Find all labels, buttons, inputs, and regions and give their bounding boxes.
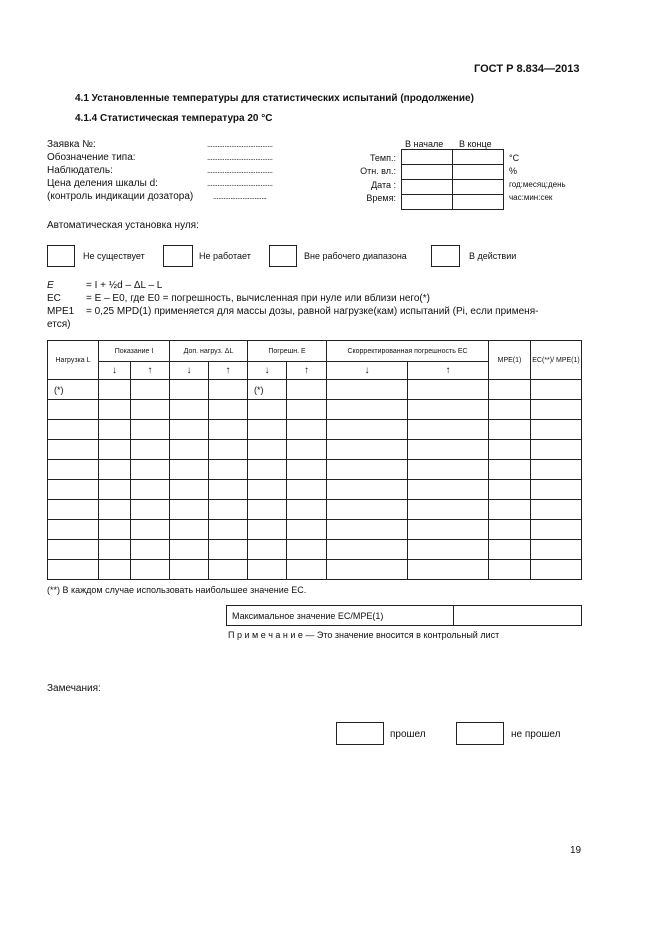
field-label-type: Обозначение типа: xyxy=(47,152,136,163)
table-cell[interactable] xyxy=(408,440,489,460)
page-number: 19 xyxy=(570,845,582,856)
table-row xyxy=(48,560,582,580)
table-cell[interactable] xyxy=(209,560,248,580)
table-cell[interactable] xyxy=(248,440,287,460)
table-cell[interactable] xyxy=(99,560,131,580)
env-label-humidity: Отн. вл.: xyxy=(360,166,396,176)
env-cell[interactable] xyxy=(402,195,453,210)
table-cell[interactable] xyxy=(489,440,531,460)
formula-mpe-text: = 0,25 MPD(1) применяется для массы дозы, равной нагрузке(кам) испытаний (Pi, если применя- xyxy=(86,306,539,317)
table-cell[interactable] xyxy=(209,440,248,460)
table-cell[interactable] xyxy=(327,500,408,520)
table-cell[interactable] xyxy=(287,460,327,480)
table-row xyxy=(48,480,582,500)
header-load: Нагрузка L xyxy=(48,341,99,380)
table-cell[interactable] xyxy=(287,420,327,440)
table-cell[interactable] xyxy=(170,460,209,480)
env-col-end: В конце xyxy=(459,139,492,149)
table-cell[interactable] xyxy=(48,400,99,420)
table-cell[interactable] xyxy=(489,420,531,440)
max-value-table xyxy=(226,605,582,626)
env-label-time: Время: xyxy=(366,193,396,203)
table-row xyxy=(48,500,582,520)
table-cell[interactable] xyxy=(327,540,408,560)
option-in-action: В действии xyxy=(469,251,517,261)
arrow-up: ↑ xyxy=(131,362,170,380)
table-cell[interactable] xyxy=(170,420,209,440)
env-cell[interactable] xyxy=(453,195,504,210)
table-cell[interactable] xyxy=(99,440,131,460)
table-cell[interactable] xyxy=(408,460,489,480)
table-cell[interactable] xyxy=(48,560,99,580)
table-cell[interactable] xyxy=(209,540,248,560)
field-dots-control[interactable]: ............................... xyxy=(213,192,267,201)
table-cell[interactable] xyxy=(489,500,531,520)
table-cell[interactable] xyxy=(327,400,408,420)
env-cell[interactable] xyxy=(453,150,504,165)
field-dots-scale[interactable]: ...................................... xyxy=(207,179,273,188)
formula-ec-text: = E – E0, где E0 = погрешность, вычисленная при нуле или вблизи него(*) xyxy=(86,293,430,304)
table-cell[interactable] xyxy=(287,400,327,420)
table-cell[interactable] xyxy=(248,560,287,580)
table-cell[interactable] xyxy=(531,420,582,440)
table-cell[interactable] xyxy=(531,460,582,480)
table-cell[interactable] xyxy=(489,540,531,560)
table-cell[interactable] xyxy=(99,540,131,560)
note-text: — Это значение вносится в контрольный лист xyxy=(302,630,500,640)
env-grid xyxy=(401,149,504,210)
passed-checkbox[interactable] xyxy=(336,722,384,745)
load-mark[interactable]: (*) xyxy=(48,380,99,400)
table-cell[interactable] xyxy=(170,560,209,580)
option-not-exists: Не существует xyxy=(83,251,145,261)
table-cell[interactable] xyxy=(408,380,489,400)
table-cell[interactable] xyxy=(408,540,489,560)
table-cell[interactable] xyxy=(287,560,327,580)
table-cell[interactable] xyxy=(48,540,99,560)
formula-ec-symbol: EC xyxy=(47,293,61,304)
table-cell[interactable] xyxy=(99,460,131,480)
table-cell[interactable] xyxy=(99,500,131,520)
table-cell[interactable] xyxy=(131,500,170,520)
field-dots-application[interactable]: ...................................... xyxy=(207,140,273,149)
header-corrected-error: Скорректированная погрешность EC xyxy=(327,341,489,362)
remarks-label: Замечания: xyxy=(47,683,101,694)
header-reading: Показание I xyxy=(99,341,170,362)
field-label-control: (контроль индикации дозатора) xyxy=(47,191,194,202)
table-cell[interactable] xyxy=(48,480,99,500)
table-cell[interactable] xyxy=(327,520,408,540)
table-cell[interactable] xyxy=(131,420,170,440)
table-cell[interactable] xyxy=(170,520,209,540)
table-cell[interactable] xyxy=(287,380,327,400)
arrow-up: ↑ xyxy=(209,362,248,380)
env-cell[interactable] xyxy=(453,180,504,195)
table-cell[interactable] xyxy=(48,500,99,520)
header-error: Погрешн. E xyxy=(248,341,327,362)
env-cell[interactable] xyxy=(453,165,504,180)
checkbox-not-working[interactable] xyxy=(163,245,193,267)
table-cell[interactable] xyxy=(170,500,209,520)
table-cell[interactable] xyxy=(170,440,209,460)
table-cell[interactable] xyxy=(287,440,327,460)
arrow-down: ↓ xyxy=(248,362,287,380)
table-cell[interactable] xyxy=(531,500,582,520)
env-unit-date: год:месяц:день xyxy=(509,180,566,189)
field-label-observer: Наблюдатель: xyxy=(47,165,113,176)
table-cell[interactable] xyxy=(209,500,248,520)
table-cell[interactable] xyxy=(287,520,327,540)
table-row xyxy=(48,540,582,560)
option-not-working: Не работает xyxy=(199,251,251,261)
table-cell[interactable] xyxy=(531,400,582,420)
note xyxy=(228,630,499,640)
formula-mpe-symbol: МРЕ1 xyxy=(47,306,75,317)
table-cell[interactable] xyxy=(531,560,582,580)
table-cell[interactable] xyxy=(48,460,99,480)
table-cell[interactable] xyxy=(489,380,531,400)
table-cell[interactable] xyxy=(489,520,531,540)
table-cell[interactable] xyxy=(408,480,489,500)
table-row xyxy=(48,420,582,440)
test-results-table xyxy=(47,340,582,580)
table-cell[interactable] xyxy=(131,560,170,580)
table-cell[interactable] xyxy=(248,540,287,560)
table-cell[interactable] xyxy=(408,400,489,420)
table-cell[interactable] xyxy=(131,480,170,500)
table-cell[interactable] xyxy=(170,540,209,560)
field-label-application: Заявка №: xyxy=(47,139,96,150)
table-cell[interactable] xyxy=(408,560,489,580)
table-cell[interactable] xyxy=(531,540,582,560)
table-cell[interactable] xyxy=(327,440,408,460)
table-cell[interactable] xyxy=(209,460,248,480)
table-cell[interactable] xyxy=(99,480,131,500)
table-cell[interactable] xyxy=(531,480,582,500)
table-cell[interactable] xyxy=(48,520,99,540)
table-cell[interactable] xyxy=(327,380,408,400)
env-cell[interactable] xyxy=(402,150,453,165)
table-cell[interactable] xyxy=(248,400,287,420)
table-cell[interactable] xyxy=(99,420,131,440)
formula-mpe-text-cont: ется) xyxy=(47,319,71,330)
arrow-down: ↓ xyxy=(327,362,408,380)
table-cell[interactable] xyxy=(99,520,131,540)
error-mark[interactable]: (*) xyxy=(248,380,287,400)
table-cell[interactable] xyxy=(408,520,489,540)
table-cell[interactable] xyxy=(99,380,131,400)
section-heading: 4.1 Установленные температуры для статистических испытаний (продолжение) xyxy=(75,93,474,104)
footnote: (**) В каждом случае использовать наибольшее значение EC. xyxy=(47,585,307,595)
table-cell[interactable] xyxy=(209,400,248,420)
table-cell[interactable] xyxy=(287,480,327,500)
header-ratio: EC(**)/ МРЕ(1) xyxy=(531,341,582,380)
auto-zero-label: Автоматическая установка нуля: xyxy=(47,220,199,231)
table-cell[interactable] xyxy=(489,460,531,480)
table-cell[interactable] xyxy=(99,400,131,420)
table-cell[interactable] xyxy=(248,480,287,500)
table-row xyxy=(48,380,582,400)
env-unit-temp: °С xyxy=(509,153,520,163)
failed-label: не прошел xyxy=(511,729,561,740)
option-out-of-range: Вне рабочего диапазона xyxy=(304,251,407,261)
table-row xyxy=(48,400,582,420)
table-cell[interactable] xyxy=(327,560,408,580)
table-cell[interactable] xyxy=(287,500,327,520)
table-cell[interactable] xyxy=(131,380,170,400)
max-value-cell[interactable] xyxy=(454,606,582,626)
table-cell[interactable] xyxy=(131,400,170,420)
table-row xyxy=(48,440,582,460)
table-cell[interactable] xyxy=(170,380,209,400)
table-cell[interactable] xyxy=(287,540,327,560)
table-cell[interactable] xyxy=(209,420,248,440)
env-label-temp: Темп.: xyxy=(369,153,396,163)
table-cell[interactable] xyxy=(131,460,170,480)
arrow-down: ↓ xyxy=(170,362,209,380)
table-cell[interactable] xyxy=(170,480,209,500)
arrow-down: ↓ xyxy=(99,362,131,380)
table-cell[interactable] xyxy=(327,420,408,440)
table-cell[interactable] xyxy=(248,520,287,540)
table-row xyxy=(48,460,582,480)
table-cell[interactable] xyxy=(408,420,489,440)
standard-number: ГОСТ Р 8.834—2013 xyxy=(474,63,580,75)
passed-label: прошел xyxy=(390,729,426,740)
field-dots-type[interactable]: ...................................... xyxy=(207,153,273,162)
header-add-load: Доп. нагруз. ΔL xyxy=(170,341,248,362)
arrow-up: ↑ xyxy=(408,362,489,380)
table-cell[interactable] xyxy=(489,400,531,420)
table-cell[interactable] xyxy=(131,440,170,460)
env-cell[interactable] xyxy=(402,180,453,195)
checkbox-out-of-range[interactable] xyxy=(269,245,297,267)
checkbox-not-exists[interactable] xyxy=(47,245,75,267)
table-cell[interactable] xyxy=(327,480,408,500)
max-value-label: Максимальное значение EC/МРЕ(1) xyxy=(227,606,454,626)
table-cell[interactable] xyxy=(489,560,531,580)
table-cell[interactable] xyxy=(489,480,531,500)
table-cell[interactable] xyxy=(48,420,99,440)
table-cell[interactable] xyxy=(209,480,248,500)
table-cell[interactable] xyxy=(248,500,287,520)
checkbox-in-action[interactable] xyxy=(431,245,460,267)
formula-e-text: = I + ½d – ΔL – L xyxy=(86,280,163,291)
table-row xyxy=(48,520,582,540)
table-cell[interactable] xyxy=(327,460,408,480)
env-label-date: Дата : xyxy=(371,180,396,190)
table-cell[interactable] xyxy=(531,380,582,400)
table-cell[interactable] xyxy=(408,500,489,520)
table-cell[interactable] xyxy=(48,440,99,460)
table-cell[interactable] xyxy=(531,520,582,540)
env-col-start: В начале xyxy=(405,139,444,149)
field-dots-observer[interactable]: ...................................... xyxy=(207,166,273,175)
env-unit-time: час:мин:сек xyxy=(509,193,553,202)
table-cell[interactable] xyxy=(209,520,248,540)
note-prefix: П р и м е ч а н и е xyxy=(228,630,303,640)
table-cell[interactable] xyxy=(248,420,287,440)
table-cell[interactable] xyxy=(248,460,287,480)
table-cell[interactable] xyxy=(170,400,209,420)
formula-e-symbol: E xyxy=(47,280,54,291)
subsection-heading: 4.1.4 Статистическая температура 20 °С xyxy=(75,113,273,124)
header-mpe: МРЕ(1) xyxy=(489,341,531,380)
table-cell[interactable] xyxy=(531,440,582,460)
field-label-scale: Цена деления шкалы d: xyxy=(47,178,158,189)
table-cell[interactable] xyxy=(209,380,248,400)
env-unit-humidity: % xyxy=(509,166,518,176)
table-cell[interactable] xyxy=(131,540,170,560)
table-cell[interactable] xyxy=(131,520,170,540)
failed-checkbox[interactable] xyxy=(456,722,504,745)
arrow-up: ↑ xyxy=(287,362,327,380)
env-cell[interactable] xyxy=(402,165,453,180)
